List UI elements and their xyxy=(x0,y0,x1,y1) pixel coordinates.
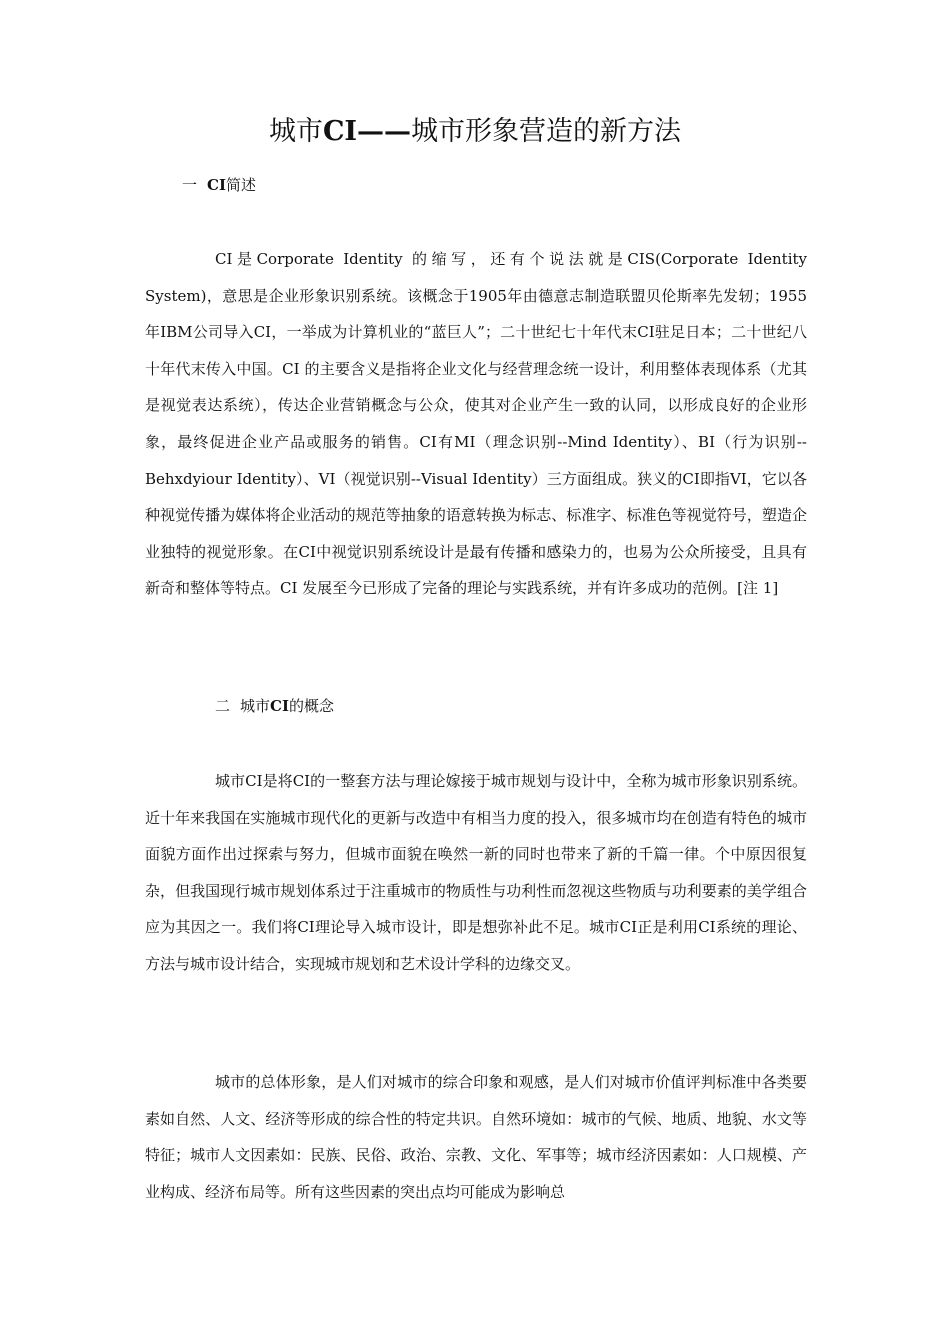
section-heading-pre: 城市 xyxy=(240,697,271,715)
section-heading-text: 的概念 xyxy=(289,697,335,715)
title-prefix: 城市 xyxy=(268,116,323,147)
document-title xyxy=(0,112,950,152)
section-heading-bold: CI xyxy=(270,697,289,715)
title-suffix: 城市形象营造的新方法 xyxy=(411,116,682,147)
section-heading-1 xyxy=(182,174,256,196)
paragraph-1: CI是Corporate Identity 的缩写，还有个说法就是CIS(Corporate Identity System)，意思是企业形象识别系统。该概念于1905年由德意志制造联盟贝伦斯率先发轫；1955年IBM公司导入CI，一举成为计算机业的“蓝巨人”；二十世纪七十年代末CI驻足日本；二十世纪八十年代末传入中国。CI 的主要含义是指将企业文化与经营理念统一设计，利用整体表现体系（尤其是视觉表达系统），传达企业营销概念与公众，使其对企业产生一致的认同，以形成良好的企业形象，最终促进企业产品或服务的销售。CI有MI（理念识别--Mind Identity）、BI（行为识别--Behxdyiour Identity）、VI（视觉识别--Visual Identity）三方面组成。狭义的CI即指VI，它以各种视觉传播为媒体将企业活动的规范等抽象的语意转换为标志、标准字、标准色等视觉符号，塑造企业独特的视觉形象。在CI中视觉识别系统设计是最有传播和感染力的，也易为公众所接受，且具有新奇和整体等特点。CI 发展至今已形成了完备的理论与实践系统，并有许多成功的范例。[注 1] xyxy=(145,250,807,598)
paragraph-2: 城市CI是将CI的一整套方法与理论嫁接于城市规划与设计中，全称为城市形象识别系统。近十年来我国在实施城市现代化的更新与改造中有相当力度的投入，很多城市均在创造有特色的城市面貌方面作出过探索与努力，但城市面貌在唤然一新的同时也带来了新的千篇一律。个中原因很复杂，但我国现行城市规划体系过于注重城市的物质性与功利性而忽视这些物质与功利要素的美学组合应为其因之一。我们将CI理论导入城市设计，即是想弥补此不足。城市CI正是利用CI系统的理论、方法与城市设计结合，实现城市规划和艺术设计学科的边缘交叉。 xyxy=(145,772,807,973)
section-heading-text: 简述 xyxy=(225,176,256,194)
section-heading-2 xyxy=(215,695,334,717)
title-bold: CI—— xyxy=(322,116,412,147)
section-number: 一 xyxy=(182,176,198,194)
section-number: 二 xyxy=(215,697,231,715)
section-heading-bold: CI xyxy=(207,176,226,194)
paragraph-3: 城市的总体形象，是人们对城市的综合印象和观感，是人们对城市价值评判标准中各类要素如自然、人文、经济等形成的综合性的特定共识。自然环境如：城市的气候、地质、地貌、水文等特征；城市人文因素如：民族、民俗、政治、宗教、文化、军事等；城市经济因素如：人口规模、产业构成、经济布局等。所有这些因素的突出点均可能成为影响总 xyxy=(145,1073,807,1201)
